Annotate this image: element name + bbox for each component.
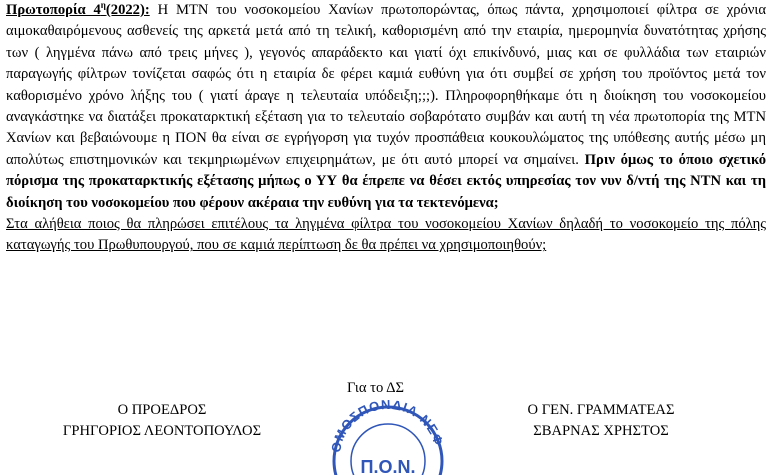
paragraph-text: Η ΜΤΝ του νοσοκομείου Χανίων πρωτοπορώντας, όπως πάντα, χρησιμοποιεί φίλτρα σε χρόνια αιμοκαθαιρόμενους ασθενείς της αρκετά μετά από τη τελική, καθορισμένη από την εταιρία, ημερομηνία δυνατότητας χρήσης των ( ληγμένα πάνω από τρεις μήνες ), γεγονός απαράδεκτο και γιατί όχι επικίνδυνό, μιας και σε φυλλάδια των εταιριών παραγωγής φίλτρων τονίζεται σαφώς ότι η εταιρία δε φέρει καμιά ευθύνη για ότι συμβεί σε χρήση του προϊόντος μετά τον καθορισμένο χρόνο λήξης του ( γιατί άραγε η τελευταία υπόδειξη;;;). Πληροφορηθήκαμε ότι η διοίκηση του νοσοκομείου αναγκάστηκε να διατάξει προκαταρκτική εξέταση για το τελευταίο σοβαρότατο συμβάν και αυτή τη νέα πρωτοπορία της ΜΤΝ Χανίων και βεβαιώνουμε η ΠΟΝ θα είναι σε εγρήγορση για τυχόν προσπάθεια κουκουλώματος της υπόθεσης αυτής μέσω μη απολύτως επιστημονικών και τεκμηριωμένων επιχειρημάτων, με ότι αυτό μπορεί να σημαίνει. [6, 2, 766, 168]
secretary-title: Ο ΓΕΝ. ΓΡΑΜΜΑΤΕΑΣ [527, 402, 675, 418]
signature-block [0, 370, 768, 475]
for-board-label: Για το ΔΣ [347, 380, 405, 396]
signature-secretary [486, 400, 716, 443]
paragraph-underlined: Στα αλήθεια ποιος θα πληρώσει επιτέλους τα ληγμένα φίλτρα του νοσοκομείου Χανίων δηλαδή το νοσοκομείο της πόλης καταγωγής του Πρωθυπουργού, που σε καμιά περίπτωση δε θα πρέπει να χρησιμοποιηθούν; [6, 216, 766, 254]
svg-text:ΟΜΟΣΠΟΝΔΙΑ ΝΕΦ: ΟΜΟΣΠΟΝΔΙΑ ΝΕΦ [328, 396, 447, 454]
secretary-name: ΣΒΑΡΝΑΣ ΧΡΗΣΤΟΣ [533, 423, 669, 440]
stamp-seal-icon [318, 395, 458, 475]
paragraph-main [6, 0, 766, 214]
signature-president [32, 400, 292, 443]
lead-year: (2022): [105, 2, 150, 18]
lead-superscript: η [100, 0, 106, 11]
paragraph-lead [6, 2, 150, 18]
paragraph-bold-question: Πριν όμως το όποιο σχετικό πόρισμα της προκαταρκτικής εξέτασης μήπως ο ΥΥ θα έπρεπε να θέσει εκτός υπηρεσίας τον νυν δ/ντή της ΝΤΝ και τη διοίκηση του νοσοκομείου που φέρουν ακέραια την ευθύνη για τα τεκτενόμενα; [6, 151, 766, 211]
president-title: Ο ΠΡΟΕΔΡΟΣ [117, 402, 207, 418]
lead-title: Πρωτοπορία 4 [6, 2, 101, 18]
svg-text:Π.Ο.Ν.: Π.Ο.Ν. [360, 457, 416, 475]
president-name: ΓΡΗΓΟΡΙΟΣ ΛΕΟΝΤΟΠΟΥΛΟΣ [62, 423, 262, 440]
